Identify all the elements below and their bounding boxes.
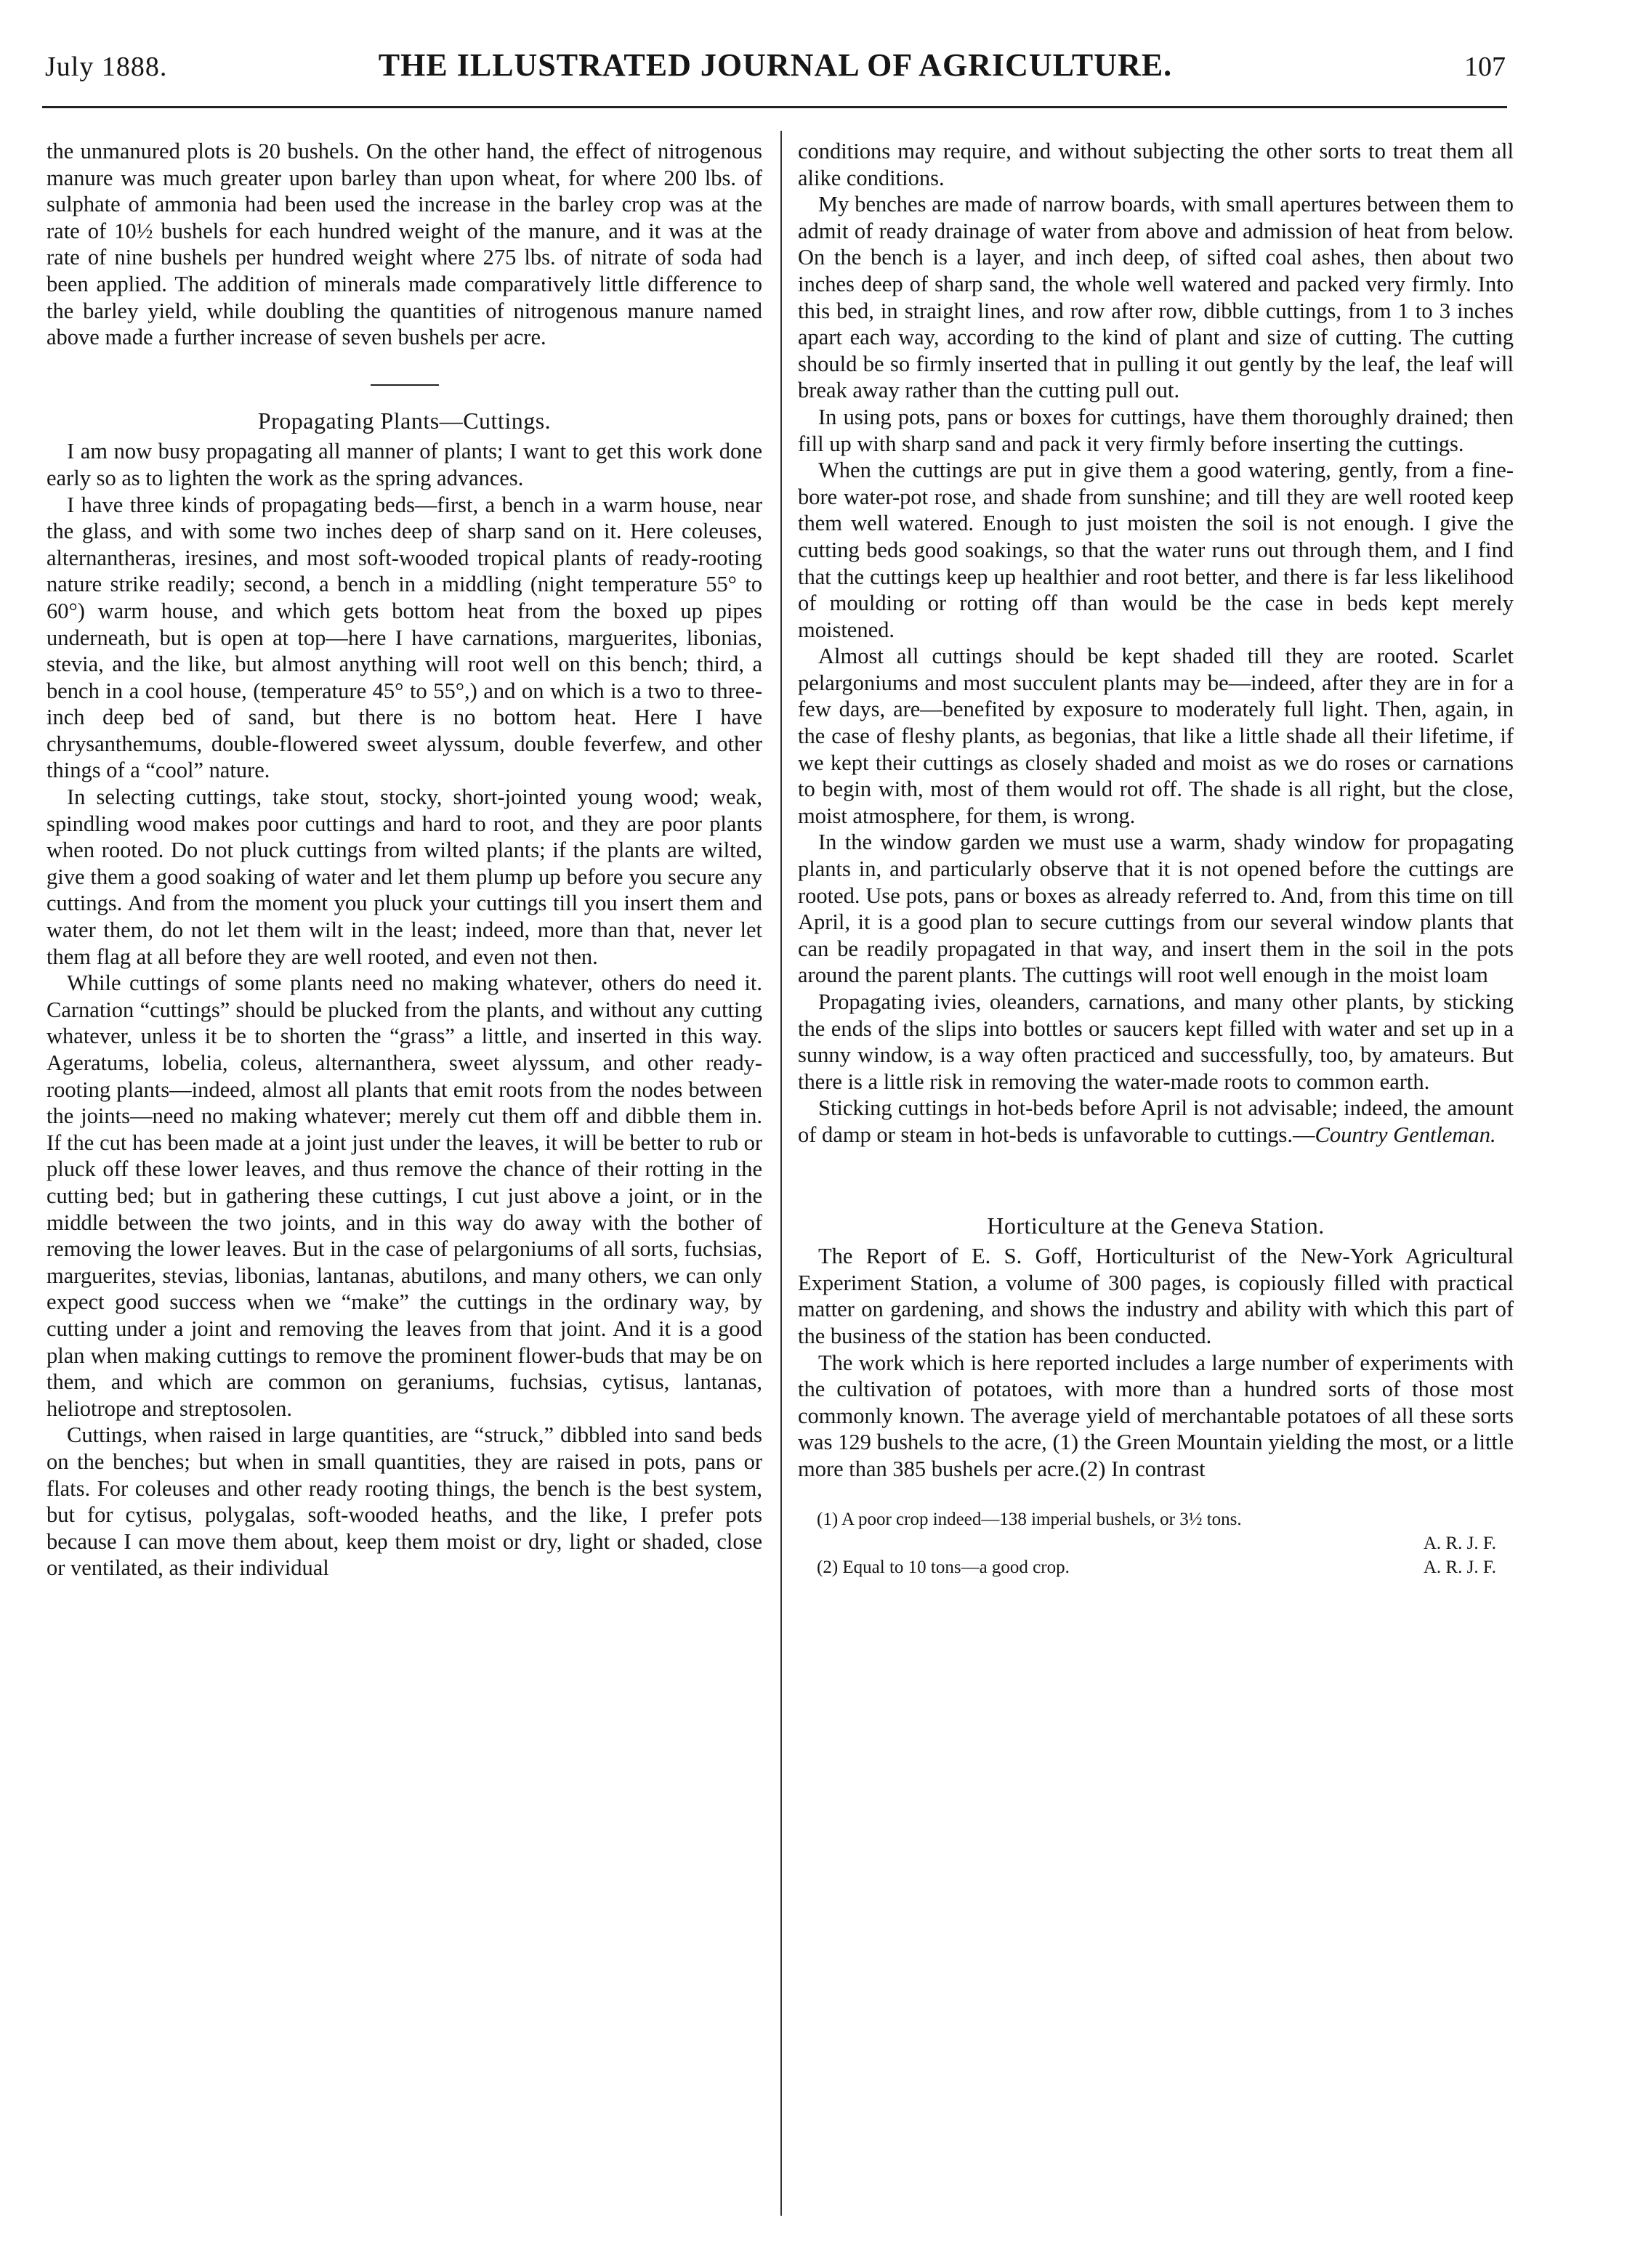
intro-paragraph: the unmanured plots is 20 bushels. On the other hand, the effect of nitrogenous manure was much greater upon barley than upon wheat, for where 200 lbs. of sulphate of ammonia had been used the increase in the barley crop was at the rate of 10½ bushels for each hundred weight of the manure, and it was at the rate of nine bushels per hundred weight where 275 lbs. of nitrate of soda had been applied. The addition of minerals made comparatively little difference to the barley yield, while doubling the quantities of nitrogenous manure named above made a further increase of seven bushels per acre. — [47, 139, 762, 350]
paragraph: Almost all cuttings should be kept shaded till they are rooted. Scarlet pelargoniums and most succulent plants may be—indeed, after they are in for a few days, are—benefited by exposure to moderately full light. Then, again, in the case of fleshy plants, as begonias, that like a little shade all their lifetime, if we kept their cuttings as closely shaded and moist as we do roses or carnations to begin with, most of them would rot off. The shade is all right, but the close, moist atmosphere, for them, is wrong. — [798, 644, 1514, 828]
left-column — [47, 138, 762, 1581]
article2-heading: Horticulture at the Geneva Station. — [987, 1212, 1325, 1239]
issue-date: July 1888. — [45, 52, 168, 82]
paragraph — [798, 1095, 1514, 1148]
column-divider — [780, 131, 782, 2216]
paragraph: When the cuttings are put in give them a good watering, gently, from a fine-bore water-pot rose, and shade from sunshine; and till they are well rooted keep them well watered. Enough to just moisten the soil is not enough. I give the cutting beds good soakings, so that the water runs out through them, and I find that the cuttings keep up healthier and root better, and there is far less likelihood of moulding or rotting off than would be the case in beds kept merely moistened. — [798, 458, 1514, 642]
paragraph: In selecting cuttings, take stout, stocky, short-jointed young wood; weak, spindling wood makes poor cuttings and hard to root, and they are poor plants when rooted. Do not pluck cuttings from wilted plants; if the plants are wilted, give them a good soaking of water and let them plump up before you secure any cuttings. And from the moment you pluck your cuttings till you insert them and water them, do not let them wilt in the least; indeed, more than that, never let them flag at all before they are well rooted, and even not then. — [47, 785, 762, 969]
paragraph: Propagating ivies, oleanders, carnations, and many other plants, by sticking the ends of the slips into bottles or saucers kept filled with water and set up in a sunny window, is a way often practiced and successfully, too, by amateurs. But there is a little risk in removing the water-made roots to common earth. — [798, 989, 1514, 1094]
header-rule — [42, 106, 1507, 108]
footnotes — [798, 1507, 1514, 1579]
paragraph: The work which is here reported includes a large number of experiments with the cultivation of potatoes, with more than a hundred sorts of those most commonly known. The average yield of merchantable potatoes of all these sorts was 129 bushels to the acre, (1) the Green Mountain yielding the most, or a little more than 385 bushels per acre.(2) In contrast — [798, 1350, 1514, 1481]
footnote-text: (2) Equal to 10 tons—a good crop. — [817, 1557, 1070, 1577]
paragraph: While cuttings of some plants need no making whatever, others do need it. Carnation “cuttings” should be plucked from the plants, and without any cutting whatever, unless it be to shorten the “grass” a little, and inserted in this way. Ageratums, lobelia, coleus, alternanthera, sweet alyssum, and other ready-rooting plants—indeed, almost all plants that emit roots from the nodes between the joints—need no making whatever; merely cut them off and dibble them in. If the cut has been made at a joint just under the leaves, it will be better to rub or pluck off these lower leaves, and thus remove the chance of their rotting in the cutting bed; but in gathering these cuttings, I cut just above a joint, or in the middle between the two joints, and in this way do away with the bother of removing the lower leaves. But in the case of pelargoniums of all sorts, fuchsias, marguerites, stevias, libonias, lantanas, abutilons, and many others, we can only expect good success when we “make” the cuttings in the ordinary way, by cutting under a joint and removing the leaves from that joint. And it is a good plan when making cuttings to remove the prominent flower-buds that may be on them, and which are common on geraniums, fuchsias, cytisus, lantanas, heliotrope and streptosolen. — [47, 971, 762, 1421]
paragraph: I am now busy propagating all manner of plants; I want to get this work done early so as to lighten the work as the spring advances. — [47, 439, 762, 490]
paragraph-text: Sticking cuttings in hot-beds before April is not advisable; indeed, the amount of damp or steam in hot-beds is unfavorable to cuttings.— — [798, 1095, 1514, 1147]
page-header — [45, 46, 1506, 97]
paragraph: In the window garden we must use a warm, shady window for propagating plants in, and particularly observe that it is not opened before the cuttings are rooted. Use pots, pans or boxes as already referred to. And, from this time on till April, it is a good plan to secure cuttings from our several window plants that can be readily propagated in that way, and insert them in the soil in the pots around the parent plants. The cuttings will root well enough in the moist loam — [798, 830, 1514, 988]
footnote-signature: A. R. J. F. — [1423, 1557, 1496, 1577]
paragraph: conditions may require, and without subjecting the other sorts to treat them all alike conditions. — [798, 139, 1514, 190]
right-column — [798, 138, 1514, 1579]
source-credit: Country Gentleman. — [1315, 1122, 1496, 1147]
footnote — [798, 1555, 1514, 1579]
footnote-text: (1) A poor crop indeed—138 imperial bushels, or 3½ tons. — [817, 1509, 1242, 1529]
journal-title: THE ILLUSTRATED JOURNAL OF AGRICULTURE. — [378, 47, 1173, 83]
footnote-signature-line — [798, 1531, 1514, 1555]
footnote — [798, 1507, 1514, 1531]
paragraph: In using pots, pans or boxes for cuttings, have them thoroughly drained; then fill up with sharp sand and pack it very firmly before inserting the cuttings. — [798, 404, 1514, 456]
paragraph: My benches are made of narrow boards, with small apertures between them to admit of ready drainage of water from above and admission of heat from below. On the bench is a layer, and inch deep, of sifted coal ashes, then about two inches deep of sharp sand, the whole well watered and packed very firmly. Into this bed, in straight lines, and row after row, dibble cuttings, from 1 to 3 inches apart each way, according to the kind of plant and size of cutting. The cutting should be so firmly inserted that in pulling it out gently by the leaf, the leaf will break away rather than the cutting pull out. — [798, 192, 1514, 403]
page-number: 107 — [1464, 52, 1506, 82]
paragraph: Cuttings, when raised in large quantities, are “struck,” dibbled into sand beds on the benches; but when in small quantities, they are raised in pots, pans or flats. For coleuses and other ready rooting things, the bench is the best system, but for cytisus, polygalas, soft-wooded heaths, and the like, I prefer pots because I can move them about, keep them moist or dry, light or shaded, close or ventilated, as their individual — [47, 1422, 762, 1581]
footnote-signature: A. R. J. F. — [1423, 1533, 1496, 1553]
section-rule — [371, 384, 439, 386]
paragraph: The Report of E. S. Goff, Horticulturist of the New-York Agricultural Experiment Station, a volume of 300 pages, is copiously filled with practical matter on gardening, and shows the industry and ability with which this part of the business of the station has been conducted. — [798, 1244, 1514, 1348]
paragraph: I have three kinds of propagating beds—first, a bench in a warm house, near the glass, and with some two inches deep of sharp sand on it. Here coleuses, alternantheras, iresines, and most soft-wooded tropical plants of ready-rooting nature strike readily; second, a bench in a middling (night temperature 55° to 60°) warm house, and which gets bottom heat from the boxed up pipes underneath, but is open at top—here I have carnations, marguerites, libonias, stevia, and the like, but almost anything will root well on this bench; third, a bench in a cool house, (temperature 45° to 55°,) and on which is a two to three-inch deep bed of sand, but there is no bottom heat. Here I have chrysanthemums, double-flowered sweet alyssum, double feverfew, and other things of a “cool” nature. — [47, 492, 762, 783]
article-heading: Propagating Plants—Cuttings. — [257, 407, 552, 434]
